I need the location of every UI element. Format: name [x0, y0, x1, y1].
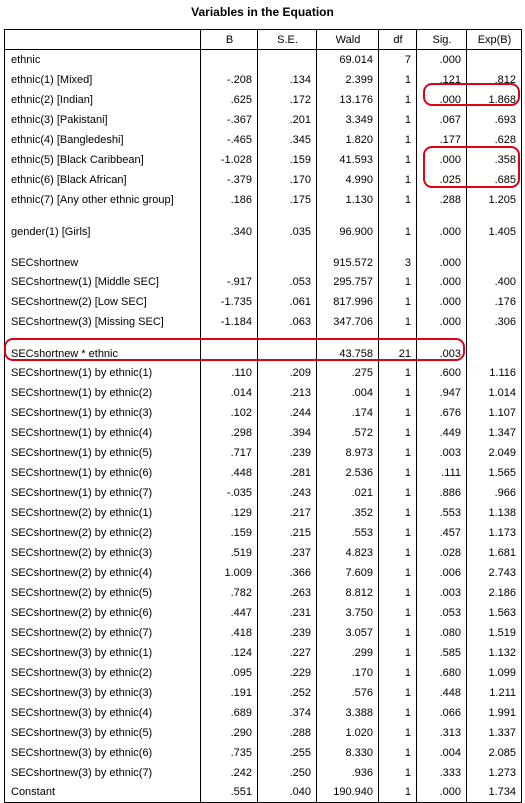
table-row: [5, 603, 522, 623]
cell-exp: 1.991: [467, 703, 522, 723]
cell-sig: .111: [417, 463, 467, 483]
cell-exp: .628: [467, 130, 522, 150]
row-label: ethnic: [5, 50, 201, 70]
cell-se: .243: [258, 483, 317, 503]
cell-se: .215: [258, 523, 317, 543]
cell-exp: 1.173: [467, 523, 522, 543]
cell-exp: 1.347: [467, 423, 522, 443]
cell-df: 1: [379, 523, 417, 543]
table-row: [5, 50, 522, 70]
cell-se: .201: [258, 110, 317, 130]
cell-wald: 4.990: [317, 170, 379, 190]
cell-se: .040: [258, 783, 317, 803]
cell-df: 1: [379, 443, 417, 463]
table-row: [5, 70, 522, 90]
row-label: ethnic(2) [Indian]: [5, 90, 201, 110]
row-label: SECshortnew(1) by ethnic(3): [5, 403, 201, 423]
cell-sig: .000: [417, 272, 467, 292]
cell-exp: 1.099: [467, 663, 522, 683]
cell-df: 1: [379, 723, 417, 743]
cell-exp: 1.107: [467, 403, 522, 423]
row-label: SECshortnew(3) by ethnic(1): [5, 643, 201, 663]
cell-sig: .333: [417, 763, 467, 783]
table-row: [5, 110, 522, 130]
cell-sig: .553: [417, 503, 467, 523]
cell-df: 1: [379, 363, 417, 383]
row-label: SECshortnew(1) [Middle SEC]: [5, 272, 201, 292]
cell-df: 1: [379, 210, 417, 241]
cell-exp: 1.014: [467, 383, 522, 403]
row-label: SECshortnew(2) by ethnic(3): [5, 543, 201, 563]
cell-b: -.379: [201, 170, 258, 190]
header-wald: Wald: [317, 30, 379, 50]
row-label: Constant: [5, 783, 201, 803]
cell-sig: .886: [417, 483, 467, 503]
table-row: [5, 383, 522, 403]
cell-df: 1: [379, 703, 417, 723]
cell-se: [258, 332, 317, 363]
cell-sig: .004: [417, 743, 467, 763]
cell-df: 1: [379, 423, 417, 443]
cell-sig: .000: [417, 241, 467, 272]
cell-b: -.465: [201, 130, 258, 150]
cell-exp: 2.743: [467, 563, 522, 583]
cell-wald: 7.609: [317, 563, 379, 583]
cell-sig: .025: [417, 170, 467, 190]
cell-se: .229: [258, 663, 317, 683]
cell-sig: .000: [417, 292, 467, 312]
table-row: [5, 483, 522, 503]
header-row: [5, 30, 522, 50]
cell-df: 1: [379, 312, 417, 332]
row-label: ethnic(3) [Pakistani]: [5, 110, 201, 130]
cell-df: 7: [379, 50, 417, 70]
cell-sig: .000: [417, 210, 467, 241]
cell-wald: 1.130: [317, 190, 379, 210]
cell-b: .519: [201, 543, 258, 563]
cell-df: 1: [379, 150, 417, 170]
header-label: [5, 30, 201, 50]
cell-exp: 1.116: [467, 363, 522, 383]
cell-se: [258, 241, 317, 272]
cell-wald: 3.388: [317, 703, 379, 723]
cell-se: .244: [258, 403, 317, 423]
table-row: [5, 503, 522, 523]
cell-df: 21: [379, 332, 417, 363]
cell-sig: .053: [417, 603, 467, 623]
table-row: [5, 272, 522, 292]
cell-sig: .121: [417, 70, 467, 90]
cell-df: 1: [379, 603, 417, 623]
cell-se: .263: [258, 583, 317, 603]
row-label: SECshortnew(2) by ethnic(7): [5, 623, 201, 643]
table-row: [5, 563, 522, 583]
cell-wald: 1.820: [317, 130, 379, 150]
cell-wald: 817.996: [317, 292, 379, 312]
cell-sig: .000: [417, 50, 467, 70]
row-label: SECshortnew(3) by ethnic(3): [5, 683, 201, 703]
table-row: [5, 130, 522, 150]
cell-se: [258, 50, 317, 70]
table-row: [5, 683, 522, 703]
cell-b: [201, 50, 258, 70]
table-row: [5, 543, 522, 563]
cell-df: 3: [379, 241, 417, 272]
cell-wald: .576: [317, 683, 379, 703]
cell-b: .689: [201, 703, 258, 723]
cell-b: .124: [201, 643, 258, 663]
cell-sig: .449: [417, 423, 467, 443]
row-label: ethnic(5) [Black Caribbean]: [5, 150, 201, 170]
row-label: SECshortnew(1) by ethnic(5): [5, 443, 201, 463]
cell-wald: 69.014: [317, 50, 379, 70]
cell-wald: 190.940: [317, 783, 379, 803]
row-label: SECshortnew: [5, 241, 201, 272]
cell-sig: .585: [417, 643, 467, 663]
cell-sig: .457: [417, 523, 467, 543]
row-label: SECshortnew(3) by ethnic(4): [5, 703, 201, 723]
cell-se: .209: [258, 363, 317, 383]
cell-wald: 8.973: [317, 443, 379, 463]
cell-sig: .000: [417, 783, 467, 803]
table-row: [5, 190, 522, 210]
table-row: [5, 443, 522, 463]
header-se: S.E.: [258, 30, 317, 50]
cell-exp: 1.211: [467, 683, 522, 703]
cell-exp: .176: [467, 292, 522, 312]
cell-se: .374: [258, 703, 317, 723]
cell-wald: .021: [317, 483, 379, 503]
row-label: gender(1) [Girls]: [5, 210, 201, 241]
cell-b: .717: [201, 443, 258, 463]
cell-exp: 1.337: [467, 723, 522, 743]
cell-sig: .028: [417, 543, 467, 563]
row-label: SECshortnew(3) by ethnic(2): [5, 663, 201, 683]
table-row: [5, 170, 522, 190]
cell-b: .186: [201, 190, 258, 210]
cell-df: 1: [379, 543, 417, 563]
cell-wald: .936: [317, 763, 379, 783]
cell-sig: .006: [417, 563, 467, 583]
cell-sig: .676: [417, 403, 467, 423]
cell-df: 1: [379, 623, 417, 643]
cell-df: 1: [379, 130, 417, 150]
cell-sig: .947: [417, 383, 467, 403]
row-label: SECshortnew(3) by ethnic(7): [5, 763, 201, 783]
cell-b: .242: [201, 763, 258, 783]
cell-exp: .400: [467, 272, 522, 292]
cell-df: 1: [379, 683, 417, 703]
table-row: [5, 623, 522, 643]
cell-se: .159: [258, 150, 317, 170]
table-row: [5, 643, 522, 663]
row-label: SECshortnew(1) by ethnic(2): [5, 383, 201, 403]
cell-wald: 347.706: [317, 312, 379, 332]
cell-exp: 2.085: [467, 743, 522, 763]
table-row: [5, 723, 522, 743]
cell-df: 1: [379, 763, 417, 783]
row-label: SECshortnew(2) by ethnic(1): [5, 503, 201, 523]
cell-sig: .680: [417, 663, 467, 683]
cell-exp: 1.273: [467, 763, 522, 783]
cell-sig: .003: [417, 443, 467, 463]
cell-wald: .170: [317, 663, 379, 683]
cell-b: .095: [201, 663, 258, 683]
header-b: B: [201, 30, 258, 50]
cell-wald: 96.900: [317, 210, 379, 241]
cell-se: .366: [258, 563, 317, 583]
cell-b: -.208: [201, 70, 258, 90]
cell-exp: [467, 332, 522, 363]
table-row: [5, 743, 522, 763]
row-label: ethnic(4) [Bangledeshi]: [5, 130, 201, 150]
cell-exp: .812: [467, 70, 522, 90]
cell-b: -1.184: [201, 312, 258, 332]
cell-b: .110: [201, 363, 258, 383]
cell-wald: .352: [317, 503, 379, 523]
cell-df: 1: [379, 783, 417, 803]
cell-se: .035: [258, 210, 317, 241]
cell-b: .298: [201, 423, 258, 443]
cell-b: .340: [201, 210, 258, 241]
cell-df: 1: [379, 743, 417, 763]
cell-se: .288: [258, 723, 317, 743]
table-row: [5, 210, 522, 241]
cell-df: 1: [379, 383, 417, 403]
row-label: SECshortnew(2) by ethnic(5): [5, 583, 201, 603]
cell-se: .239: [258, 623, 317, 643]
table-row: [5, 292, 522, 312]
cell-se: .239: [258, 443, 317, 463]
cell-b: [201, 241, 258, 272]
cell-sig: .000: [417, 312, 467, 332]
cell-sig: .600: [417, 363, 467, 383]
cell-exp: 1.681: [467, 543, 522, 563]
cell-se: .255: [258, 743, 317, 763]
cell-se: .237: [258, 543, 317, 563]
table-row: [5, 312, 522, 332]
header-sig: Sig.: [417, 30, 467, 50]
cell-exp: 1.563: [467, 603, 522, 623]
table-row: [5, 663, 522, 683]
cell-wald: .275: [317, 363, 379, 383]
cell-se: .281: [258, 463, 317, 483]
cell-df: 1: [379, 463, 417, 483]
cell-b: -.917: [201, 272, 258, 292]
cell-exp: [467, 50, 522, 70]
cell-df: 1: [379, 292, 417, 312]
table-row: [5, 783, 522, 803]
cell-df: 1: [379, 90, 417, 110]
cell-df: 1: [379, 563, 417, 583]
cell-se: .231: [258, 603, 317, 623]
cell-df: 1: [379, 403, 417, 423]
cell-se: .217: [258, 503, 317, 523]
cell-sig: .066: [417, 703, 467, 723]
table-row: [5, 363, 522, 383]
cell-exp: .306: [467, 312, 522, 332]
cell-df: 1: [379, 503, 417, 523]
cell-se: .053: [258, 272, 317, 292]
row-label: SECshortnew(3) by ethnic(5): [5, 723, 201, 743]
table-row: [5, 463, 522, 483]
row-label: SECshortnew(1) by ethnic(1): [5, 363, 201, 383]
cell-se: .250: [258, 763, 317, 783]
cell-wald: .174: [317, 403, 379, 423]
table-row: [5, 150, 522, 170]
cell-b: .102: [201, 403, 258, 423]
cell-se: .175: [258, 190, 317, 210]
cell-wald: 2.399: [317, 70, 379, 90]
cell-sig: .177: [417, 130, 467, 150]
table-row: [5, 332, 522, 363]
cell-wald: .004: [317, 383, 379, 403]
cell-exp: 2.049: [467, 443, 522, 463]
row-label: SECshortnew(3) [Missing SEC]: [5, 312, 201, 332]
cell-exp: 1.132: [467, 643, 522, 663]
cell-exp: 1.405: [467, 210, 522, 241]
cell-exp: .966: [467, 483, 522, 503]
row-label: SECshortnew(2) [Low SEC]: [5, 292, 201, 312]
row-label: SECshortnew(3) by ethnic(6): [5, 743, 201, 763]
cell-exp: 1.868: [467, 90, 522, 110]
row-label: ethnic(6) [Black African]: [5, 170, 201, 190]
cell-sig: .000: [417, 150, 467, 170]
cell-df: 1: [379, 583, 417, 603]
cell-wald: 1.020: [317, 723, 379, 743]
coefficients-table: [4, 29, 522, 803]
cell-wald: 13.176: [317, 90, 379, 110]
cell-b: .129: [201, 503, 258, 523]
cell-wald: 8.812: [317, 583, 379, 603]
cell-wald: 2.536: [317, 463, 379, 483]
table-title: Variables in the Equation: [191, 5, 334, 19]
row-label: SECshortnew(1) by ethnic(7): [5, 483, 201, 503]
header-df: df: [379, 30, 417, 50]
cell-df: 1: [379, 663, 417, 683]
table-row: [5, 583, 522, 603]
cell-exp: .358: [467, 150, 522, 170]
cell-b: -.367: [201, 110, 258, 130]
cell-se: .134: [258, 70, 317, 90]
cell-b: .735: [201, 743, 258, 763]
cell-wald: 3.057: [317, 623, 379, 643]
table-row: [5, 423, 522, 443]
cell-b: -.035: [201, 483, 258, 503]
cell-b: .191: [201, 683, 258, 703]
cell-wald: .299: [317, 643, 379, 663]
cell-b: .290: [201, 723, 258, 743]
cell-df: 1: [379, 170, 417, 190]
cell-wald: .553: [317, 523, 379, 543]
cell-se: .172: [258, 90, 317, 110]
cell-exp: 1.205: [467, 190, 522, 210]
cell-df: 1: [379, 110, 417, 130]
cell-sig: .003: [417, 583, 467, 603]
cell-wald: 43.758: [317, 332, 379, 363]
cell-b: -1.028: [201, 150, 258, 170]
table-row: [5, 241, 522, 272]
row-label: SECshortnew(2) by ethnic(4): [5, 563, 201, 583]
row-label: SECshortnew(1) by ethnic(4): [5, 423, 201, 443]
cell-exp: .685: [467, 170, 522, 190]
cell-df: 1: [379, 272, 417, 292]
row-label: SECshortnew(2) by ethnic(2): [5, 523, 201, 543]
cell-exp: 1.734: [467, 783, 522, 803]
cell-sig: .003: [417, 332, 467, 363]
cell-se: .170: [258, 170, 317, 190]
header-expb: Exp(B): [467, 30, 522, 50]
cell-sig: .000: [417, 90, 467, 110]
row-label: SECshortnew(2) by ethnic(6): [5, 603, 201, 623]
cell-wald: 3.750: [317, 603, 379, 623]
cell-wald: 8.330: [317, 743, 379, 763]
cell-se: .394: [258, 423, 317, 443]
cell-wald: 4.823: [317, 543, 379, 563]
cell-b: [201, 332, 258, 363]
table-row: [5, 763, 522, 783]
cell-se: .061: [258, 292, 317, 312]
cell-wald: 295.757: [317, 272, 379, 292]
table-row: [5, 523, 522, 543]
cell-wald: .572: [317, 423, 379, 443]
cell-wald: 915.572: [317, 241, 379, 272]
cell-df: 1: [379, 483, 417, 503]
cell-b: .014: [201, 383, 258, 403]
cell-sig: .313: [417, 723, 467, 743]
cell-b: .448: [201, 463, 258, 483]
cell-df: 1: [379, 70, 417, 90]
cell-exp: 1.138: [467, 503, 522, 523]
cell-b: .782: [201, 583, 258, 603]
cell-b: .447: [201, 603, 258, 623]
cell-wald: 3.349: [317, 110, 379, 130]
cell-exp: 2.186: [467, 583, 522, 603]
cell-b: .625: [201, 90, 258, 110]
cell-df: 1: [379, 190, 417, 210]
cell-exp: 1.565: [467, 463, 522, 483]
row-label: SECshortnew(1) by ethnic(6): [5, 463, 201, 483]
cell-b: .418: [201, 623, 258, 643]
table-row: [5, 403, 522, 423]
cell-se: .345: [258, 130, 317, 150]
cell-se: .213: [258, 383, 317, 403]
cell-se: .227: [258, 643, 317, 663]
table-row: [5, 90, 522, 110]
cell-exp: .693: [467, 110, 522, 130]
cell-exp: 1.519: [467, 623, 522, 643]
table-row: [5, 703, 522, 723]
cell-sig: .448: [417, 683, 467, 703]
cell-sig: .067: [417, 110, 467, 130]
cell-df: 1: [379, 643, 417, 663]
row-label: ethnic(1) [Mixed]: [5, 70, 201, 90]
row-label: SECshortnew * ethnic: [5, 332, 201, 363]
cell-se: .063: [258, 312, 317, 332]
cell-b: 1.009: [201, 563, 258, 583]
cell-se: .252: [258, 683, 317, 703]
cell-sig: .080: [417, 623, 467, 643]
cell-wald: 41.593: [317, 150, 379, 170]
cell-b: .159: [201, 523, 258, 543]
cell-exp: [467, 241, 522, 272]
cell-b: .551: [201, 783, 258, 803]
cell-sig: .288: [417, 190, 467, 210]
cell-b: -1.735: [201, 292, 258, 312]
row-label: ethnic(7) [Any other ethnic group]: [5, 190, 201, 210]
